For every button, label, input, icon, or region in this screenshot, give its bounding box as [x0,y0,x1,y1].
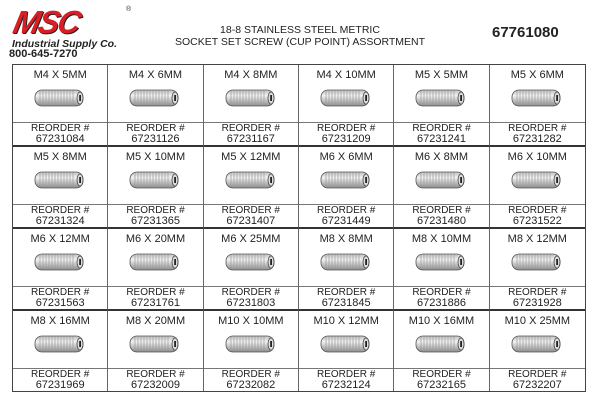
set-screw-icon [320,170,372,190]
assortment-cell [299,147,394,229]
reorder-label: REORDER # [221,123,280,134]
screw-size: M10 X 25MM [504,315,571,327]
cell-top [204,311,298,369]
screw-size: M5 X 5MM [414,69,469,81]
set-screw-icon [225,334,277,354]
reorder-label: REORDER # [126,205,185,216]
cell-top [13,147,107,205]
assortment-cell [394,229,489,311]
title-line-2: SOCKET SET SCREW (CUP POINT) ASSORTMENT [174,36,426,48]
cell-bottom [204,205,298,227]
reorder-label: REORDER # [412,205,471,216]
cell-top [204,229,298,287]
cell-bottom [394,369,488,391]
screw-size: M6 X 20MM [125,233,186,245]
cell-top [299,147,393,205]
assortment-cell [394,147,489,229]
screw-size: M10 X 12MM [313,315,379,327]
cell-bottom [490,369,585,391]
reorder-label: REORDER # [126,123,185,134]
reorder-number: 67231522 [512,215,562,227]
reorder-number: 67231407 [226,215,276,227]
set-screw-icon [511,88,563,108]
assortment-cell [204,65,299,147]
assortment-cell [13,229,108,311]
set-screw-icon [129,252,181,272]
cell-bottom [13,205,107,227]
reorder-number: 67231845 [321,297,371,309]
reorder-label: REORDER # [316,123,376,134]
cell-bottom [108,369,202,391]
reorder-number: 67231480 [417,215,466,227]
reorder-label: REORDER # [30,369,90,380]
reorder-label: REORDER # [30,287,90,298]
screw-size: M8 X 16MM [30,315,90,327]
reorder-number: 67231282 [512,133,562,145]
assortment-cell [490,229,585,311]
cell-bottom [394,287,488,309]
cell-bottom [490,205,585,227]
cell-bottom [13,123,107,145]
screw-size: M4 X 10MM [316,69,376,81]
screw-size: M4 X 8MM [224,69,278,81]
assortment-cell [490,147,585,229]
cell-top [394,65,488,123]
set-screw-icon [320,252,372,272]
set-screw-icon [34,88,86,108]
reorder-number: 67232207 [512,379,562,391]
set-screw-icon [511,252,563,272]
assortment-cell [394,311,489,391]
set-screw-icon [225,252,277,272]
set-screw-icon [511,334,563,354]
assortment-cell [108,229,203,311]
reorder-number: 67231126 [131,133,180,145]
msc-logo [8,6,138,48]
set-screw-icon [415,88,467,108]
cell-top [490,147,585,205]
set-screw-icon [129,88,181,108]
screw-size: M4 X 5MM [33,69,87,81]
set-screw-icon [415,334,467,354]
set-screw-icon [320,334,372,354]
set-screw-icon [34,170,86,190]
set-screw-icon [415,252,467,272]
reorder-number: 67231324 [35,215,85,227]
reorder-label: REORDER # [221,369,280,380]
reorder-label: REORDER # [30,205,90,216]
assortment-grid [12,64,586,392]
assortment-cell [108,147,203,229]
reorder-label: REORDER # [412,287,471,298]
reorder-label: REORDER # [508,369,567,380]
set-screw-icon [34,334,86,354]
set-screw-icon [511,170,563,190]
cell-top [490,229,585,287]
cell-bottom [490,123,585,145]
registered-mark: ® [126,6,132,13]
cell-top [204,147,298,205]
assortment-cell [490,65,585,147]
cell-bottom [394,205,488,227]
assortment-cell [13,147,108,229]
cell-bottom [490,287,585,309]
reorder-label: REORDER # [316,369,376,380]
reorder-number: 67231365 [131,215,180,227]
set-screw-icon [225,88,277,108]
cell-top [490,65,585,123]
reorder-label: REORDER # [221,287,280,298]
reorder-number: 67231886 [417,297,466,309]
screw-size: M5 X 12MM [221,151,281,163]
cell-top [13,65,107,123]
assortment-cell [490,311,585,391]
cell-bottom [13,287,107,309]
cell-bottom [204,123,298,145]
reorder-label: REORDER # [126,369,185,380]
assortment-cell [299,229,394,311]
assortment-cell [204,311,299,391]
cell-bottom [299,123,393,145]
reorder-number: 67232009 [131,379,180,391]
cell-top [394,311,488,369]
assortment-cell [299,65,394,147]
cell-top [108,229,202,287]
set-screw-icon [129,334,181,354]
set-screw-icon [320,88,372,108]
reorder-number: 67231969 [35,379,85,391]
reorder-number: 67232082 [226,379,276,391]
assortment-cell [394,65,489,147]
cell-bottom [108,287,202,309]
part-number: 67761080 [492,24,559,41]
screw-size: M8 X 8MM [319,233,373,245]
cell-top [299,311,393,369]
cell-top [204,65,298,123]
assortment-cell [108,311,203,391]
cell-top [13,229,107,287]
reorder-number: 67231761 [131,297,180,309]
screw-size: M8 X 10MM [411,233,472,245]
set-screw-icon [225,170,277,190]
cell-top [299,229,393,287]
reorder-number: 67231084 [35,133,85,145]
reorder-label: REORDER # [221,205,280,216]
reorder-number: 67232165 [417,379,466,391]
set-screw-icon [415,170,467,190]
reorder-number: 67231241 [417,133,466,145]
cell-top [13,311,107,369]
reorder-label: REORDER # [30,123,90,134]
assortment-cell [108,65,203,147]
reorder-number: 67231928 [512,297,562,309]
cell-top [490,311,585,369]
screw-size: M6 X 8MM [414,151,469,163]
reorder-label: REORDER # [508,205,567,216]
screw-size: M4 X 6MM [128,69,183,81]
reorder-label: REORDER # [316,205,376,216]
reorder-label: REORDER # [412,369,471,380]
page-title [150,24,450,48]
screw-size: M8 X 12MM [507,233,567,245]
cell-bottom [204,287,298,309]
reorder-number: 67232124 [321,379,371,391]
screw-size: M6 X 12MM [30,233,90,245]
cell-bottom [394,123,488,145]
reorder-label: REORDER # [316,287,376,298]
logo-wordmark: MSC [10,4,83,40]
assortment-cell [204,229,299,311]
reorder-label: REORDER # [412,123,471,134]
cell-top [108,147,202,205]
screw-size: M5 X 6MM [510,69,564,81]
screw-size: M10 X 10MM [218,315,284,327]
cell-top [394,147,488,205]
cell-bottom [108,123,202,145]
assortment-cell [13,311,108,391]
reorder-number: 67231167 [226,133,275,145]
cell-top [108,65,202,123]
cell-top [108,311,202,369]
reorder-number: 67231803 [226,297,276,309]
set-screw-icon [34,252,86,272]
assortment-cell [299,311,394,391]
reorder-number: 67231209 [321,133,371,145]
screw-size: M6 X 25MM [221,233,281,245]
screw-size: M6 X 10MM [507,151,567,163]
cell-bottom [108,205,202,227]
cell-bottom [13,369,107,391]
reorder-label: REORDER # [508,287,567,298]
screw-size: M8 X 20MM [125,315,186,327]
cell-bottom [204,369,298,391]
title-line-1: 18-8 STAINLESS STEEL METRIC [220,24,380,36]
phone-number: 800-645-7270 [9,48,78,60]
screw-size: M6 X 6MM [319,151,373,163]
cell-top [299,65,393,123]
company-name: Industrial Supply Co. [12,38,118,50]
cell-bottom [299,369,393,391]
screw-size: M5 X 10MM [125,151,186,163]
reorder-label: REORDER # [508,123,567,134]
cell-bottom [299,287,393,309]
screw-size: M5 X 8MM [33,151,87,163]
cell-bottom [299,205,393,227]
screw-size: M10 X 16MM [408,315,475,327]
set-screw-icon [129,170,181,190]
cell-top [394,229,488,287]
assortment-cell [204,147,299,229]
reorder-number: 67231449 [321,215,371,227]
assortment-cell [13,65,108,147]
reorder-number: 67231563 [35,297,85,309]
reorder-label: REORDER # [126,287,185,298]
